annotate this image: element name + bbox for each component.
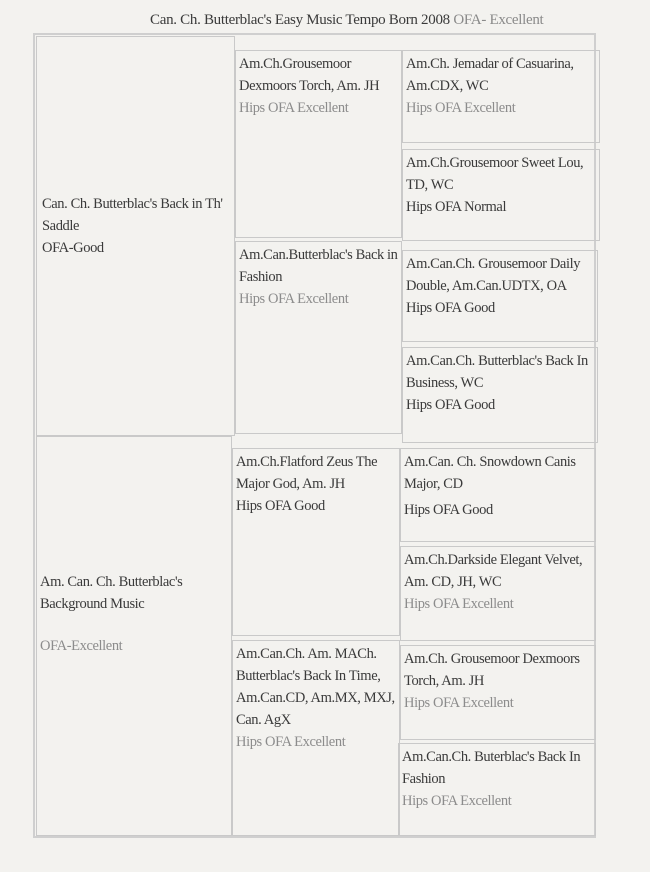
great-grandparent-ofa: Hips OFA Excellent — [402, 793, 512, 809]
great-grandparent-cell — [402, 50, 600, 143]
pedigree-title — [150, 12, 570, 29]
grandparent-name: Am.Can.Butterblac's Back in Fashion — [239, 247, 398, 285]
grandparent-cell — [235, 50, 402, 238]
grandparent-ofa: Hips OFA Excellent — [239, 100, 349, 116]
sire-name: Can. Ch. Butterblac's Back in Th' Saddle — [42, 196, 223, 234]
great-grandparent-name: Am.Can. Ch. Snowdown Canis Major, CD — [404, 454, 576, 492]
sire-cell — [36, 36, 235, 436]
grandparent-ofa: Hips OFA Good — [236, 498, 325, 514]
great-grandparent-ofa: Hips OFA Normal — [406, 199, 507, 215]
grandparent-name: Am.Ch.Grousemoor Dexmoors Torch, Am. JH — [239, 56, 380, 94]
great-grandparent-name: Am.Can.Ch. Buterblac's Back In Fashion — [402, 749, 581, 787]
great-grandparent-ofa: Hips OFA Excellent — [406, 100, 516, 116]
subject-ofa: OFA- Excellent — [453, 12, 544, 28]
grandparent-ofa: Hips OFA Excellent — [236, 734, 346, 750]
sire-ofa: OFA-Good — [42, 240, 104, 256]
great-grandparent-name: Am.Ch. Jemadar of Casuarina, Am.CDX, WC — [406, 56, 574, 94]
great-grandparent-ofa: Hips OFA Good — [404, 502, 493, 518]
dam-cell — [36, 436, 232, 836]
great-grandparent-name: Am.Can.Ch. Grousemoor Daily Double, Am.Can.UDTX, OA — [406, 256, 581, 294]
great-grandparent-cell — [400, 546, 596, 641]
grandparent-ofa: Hips OFA Excellent — [239, 291, 349, 307]
grandparent-name: Am.Ch.Flatford Zeus The Major God, Am. JH — [236, 454, 378, 492]
great-grandparent-cell — [402, 347, 598, 443]
great-grandparent-name: Am.Ch. Grousemoor Dexmoors Torch, Am. JH — [404, 651, 580, 689]
great-grandparent-name: Am.Can.Ch. Butterblac's Back In Business, WC — [406, 353, 588, 391]
grandparent-cell — [232, 448, 400, 636]
great-grandparent-cell — [398, 743, 596, 836]
great-grandparent-cell — [402, 149, 600, 241]
dam-ofa: OFA-Excellent — [40, 638, 123, 654]
great-grandparent-ofa: Hips OFA Good — [406, 300, 495, 316]
grandparent-cell — [235, 241, 402, 434]
great-grandparent-cell — [402, 250, 598, 342]
grandparent-cell — [232, 640, 400, 836]
great-grandparent-cell — [400, 448, 596, 542]
grandparent-name: Am.Can.Ch. Am. MACh. Butterblac's Back In Time, Am.Can.CD, Am.MX, MXJ, Can. AgX — [236, 646, 395, 728]
great-grandparent-name: Am.Ch.Darkside Elegant Velvet, Am. CD, JH, WC — [404, 552, 583, 590]
subject-name: Can. Ch. Butterblac's Easy Music Tempo Born 2008 — [150, 12, 450, 28]
great-grandparent-ofa: Hips OFA Excellent — [404, 695, 514, 711]
great-grandparent-ofa: Hips OFA Excellent — [404, 596, 514, 612]
great-grandparent-name: Am.Ch.Grousemoor Sweet Lou, TD, WC — [406, 155, 584, 193]
great-grandparent-cell — [400, 645, 596, 740]
great-grandparent-ofa: Hips OFA Good — [406, 397, 495, 413]
dam-name: Am. Can. Ch. Butterblac's Background Music — [40, 574, 183, 612]
